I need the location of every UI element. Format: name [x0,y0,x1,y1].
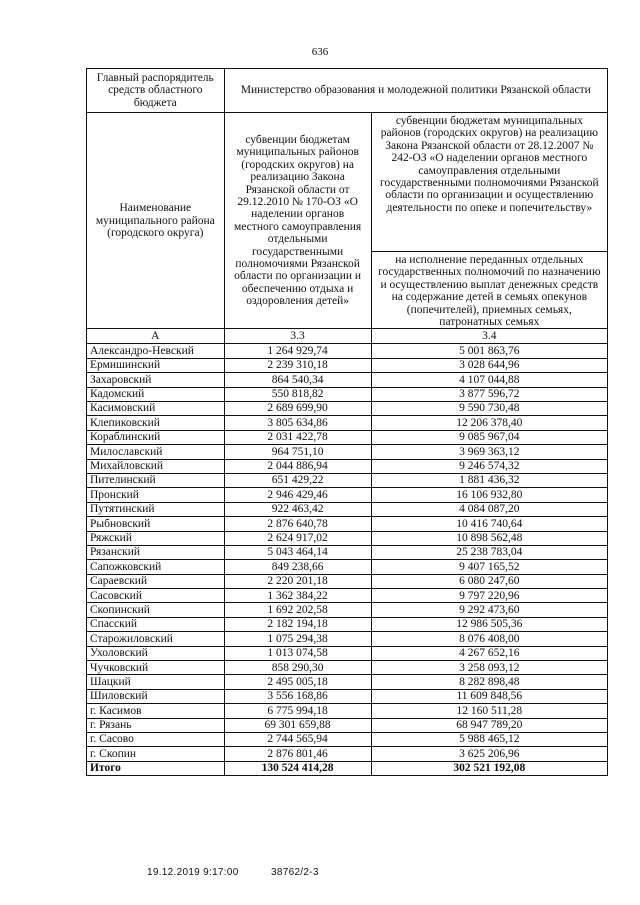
table-row [87,459,608,473]
municipality-name: Пителинский [87,473,225,487]
value-3-4: 9 292 473,60 [371,603,607,617]
municipality-name: Клепиковский [87,416,225,430]
municipality-name: Ермишинский [87,358,225,372]
municipality-name: Милославский [87,445,225,459]
municipality-name: Скопинский [87,603,225,617]
value-3-3: 2 946 429,46 [224,488,371,502]
value-3-3: 1 692 202,58 [224,603,371,617]
value-3-3: 6 775 994,18 [224,704,371,718]
municipality-name: Пронский [87,488,225,502]
value-3-3: 3 805 634,86 [224,416,371,430]
total-label: Итого [87,761,225,775]
municipality-name: г. Скопин [87,747,225,761]
municipality-name: Сасовский [87,589,225,603]
municipality-name: Ряжский [87,531,225,545]
header-col-3-4-desc: субвенции бюджетам муниципальных районов (городских округов) на реализацию Закона Рязанской области от 28.12.2007 № 242-ОЗ «О наделении органов местного самоуправления отдельными государственными полномочиями Рязанской области по организации и осуществлению деятельности по опеке и попечительству» [371,113,607,252]
value-3-4: 5 988 465,12 [371,732,607,746]
footer-doc-id: 38762/2-3 [271,867,319,878]
page-number: 636 [311,46,329,58]
municipality-name: Захаровский [87,373,225,387]
municipality-name: Рыбновский [87,517,225,531]
table-row [87,430,608,444]
value-3-4: 68 947 789,20 [371,718,607,732]
table-row [87,531,608,545]
municipality-name: Касимовский [87,402,225,416]
value-3-3: 2 044 886,94 [224,459,371,473]
municipality-name: Сараевский [87,574,225,588]
header-row-desc [87,113,608,252]
table-row [87,603,608,617]
subvention-table [86,68,608,776]
municipality-name: Михайловский [87,459,225,473]
table-row [87,718,608,732]
header-col-3-3-desc: субвенции бюджетам муниципальных районов (городских округов) на реализацию Закона Рязанской области от 29.12.2010 № 170-ОЗ «О наделении органов местного самоуправления отдельными государственными полномочиями Рязанской области по организации и обеспечению отдыха и оздоровления детей» [224,113,371,329]
table-row [87,473,608,487]
municipality-name: Кадомский [87,387,225,401]
municipality-name: Спасский [87,617,225,631]
municipality-name: Старожиловский [87,632,225,646]
table-row [87,704,608,718]
value-3-3: 2 220 201,18 [224,574,371,588]
municipality-name: г. Рязань [87,718,225,732]
table-row [87,617,608,631]
municipality-name: Сапожковский [87,560,225,574]
value-3-3: 651 429,22 [224,473,371,487]
header-col-3-4-sub: на исполнение переданных отдельных государственных полномочий по назначению и осуществлению выплат денежных средств на содержание детей в семьях опекунов (попечителей), приемных семьях, патронатных семьях [371,252,607,329]
value-3-4: 3 877 596,72 [371,387,607,401]
value-3-4: 9 797 220,96 [371,589,607,603]
table-row [87,574,608,588]
table-row [87,646,608,660]
value-3-4: 12 986 505,36 [371,617,607,631]
value-3-3: 964 751,10 [224,445,371,459]
table-row [87,488,608,502]
value-3-3: 1 264 929,74 [224,344,371,358]
municipality-name: Чучковский [87,661,225,675]
value-3-4: 9 590 730,48 [371,402,607,416]
value-3-4: 11 609 848,56 [371,689,607,703]
value-3-4: 3 969 363,12 [371,445,607,459]
header-row-codes [87,329,608,344]
value-3-4: 10 898 562,48 [371,531,607,545]
code-3-4: 3.4 [371,329,607,344]
total-value-3-4: 302 521 192,08 [371,761,607,775]
total-value-3-3: 130 524 414,28 [224,761,371,775]
municipality-name: Кораблинский [87,430,225,444]
value-3-4: 4 107 044,88 [371,373,607,387]
code-a: А [87,329,225,344]
value-3-3: 2 624 917,02 [224,531,371,545]
table-row [87,344,608,358]
table-row [87,517,608,531]
value-3-3: 1 362 384,22 [224,589,371,603]
value-3-3: 2 876 801,46 [224,747,371,761]
table-row [87,416,608,430]
value-3-3: 2 031 422,78 [224,430,371,444]
value-3-4: 12 160 511,28 [371,704,607,718]
value-3-4: 6 080 247,60 [371,574,607,588]
table-row [87,747,608,761]
header-ministry: Министерство образования и молодежной политики Рязанской области [224,69,607,113]
table-row [87,402,608,416]
table-row [87,358,608,372]
value-3-3: 69 301 659,88 [224,718,371,732]
header-row-ministry [87,69,608,113]
value-3-3: 2 689 699,90 [224,402,371,416]
value-3-3: 864 540,34 [224,373,371,387]
value-3-4: 10 416 740,64 [371,517,607,531]
table-row [87,445,608,459]
value-3-3: 922 463,42 [224,502,371,516]
municipality-name: г. Касимов [87,704,225,718]
value-3-4: 4 267 652,16 [371,646,607,660]
value-3-3: 2 876 640,78 [224,517,371,531]
value-3-3: 2 744 565,94 [224,732,371,746]
value-3-4: 8 076 408,00 [371,632,607,646]
table-row [87,387,608,401]
value-3-4: 3 258 093,12 [371,661,607,675]
table-row [87,502,608,516]
value-3-4: 5 001 863,76 [371,344,607,358]
table-row [87,689,608,703]
value-3-4: 12 206 378,40 [371,416,607,430]
municipality-name: Путятинский [87,502,225,516]
table-row [87,373,608,387]
value-3-3: 550 818,82 [224,387,371,401]
value-3-3: 1 013 074,58 [224,646,371,660]
value-3-4: 8 282 898,48 [371,675,607,689]
municipality-name: Ухоловский [87,646,225,660]
table-row [87,675,608,689]
value-3-4: 1 881 436,32 [371,473,607,487]
municipality-name: Александро-Невский [87,344,225,358]
value-3-4: 4 084 087,20 [371,502,607,516]
municipality-name: Шиловский [87,689,225,703]
table-row [87,632,608,646]
total-row [87,761,608,775]
table-row [87,589,608,603]
footer-datetime: 19.12.2019 9:17:00 [147,867,239,878]
table-row [87,732,608,746]
municipality-name: г. Сасово [87,732,225,746]
table-row [87,560,608,574]
table-row [87,661,608,675]
value-3-4: 3 028 644,96 [371,358,607,372]
value-3-3: 858 290,30 [224,661,371,675]
value-3-4: 25 238 783,04 [371,545,607,559]
value-3-3: 2 182 194,18 [224,617,371,631]
value-3-4: 9 085 967,04 [371,430,607,444]
value-3-4: 16 106 932,80 [371,488,607,502]
value-3-3: 2 239 310,18 [224,358,371,372]
value-3-4: 9 246 574,32 [371,459,607,473]
value-3-4: 9 407 165,52 [371,560,607,574]
municipality-name: Рязанский [87,545,225,559]
header-municipality-name: Наименование муниципального района (городского округа) [87,113,225,329]
table-row [87,545,608,559]
value-3-3: 2 495 005,18 [224,675,371,689]
value-3-3: 1 075 294,38 [224,632,371,646]
header-chief-distributor: Главный распорядитель средств областного бюджета [87,69,225,113]
value-3-3: 849 238,66 [224,560,371,574]
municipality-name: Шацкий [87,675,225,689]
value-3-3: 3 556 168,86 [224,689,371,703]
value-3-3: 5 043 464,14 [224,545,371,559]
value-3-4: 3 625 206,96 [371,747,607,761]
code-3-3: 3.3 [224,329,371,344]
